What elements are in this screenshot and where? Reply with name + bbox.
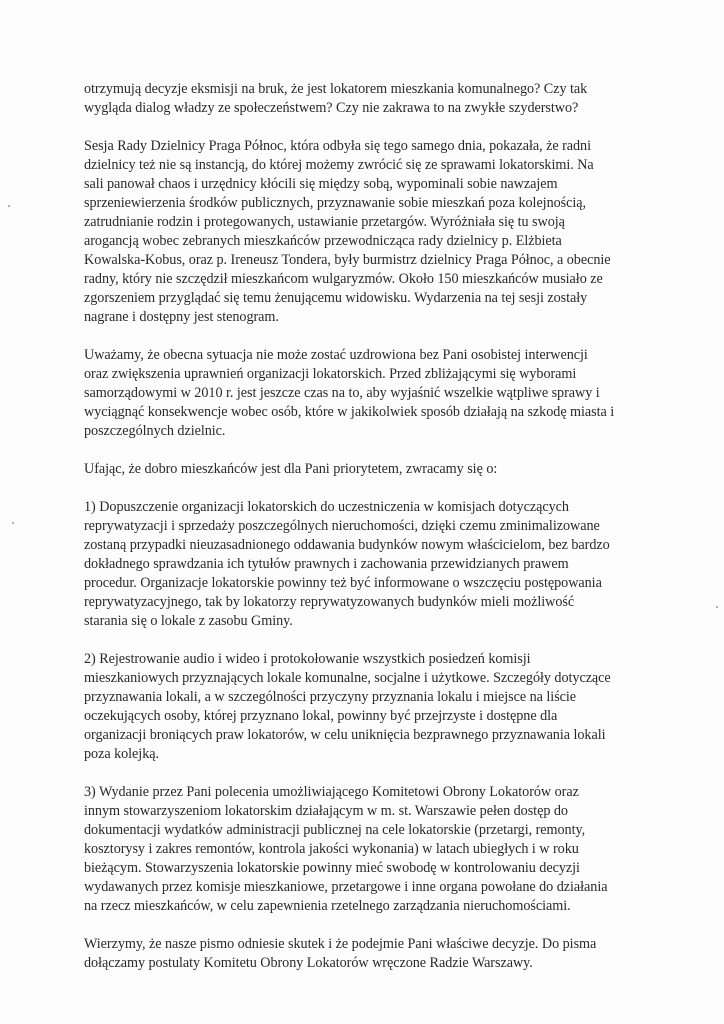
text-line: 1) Dopuszczenie organizacji lokatorskich do uczestniczenia w komisjach dotyczących	[84, 499, 569, 515]
paragraph-closing	[84, 935, 670, 973]
request-item-1	[84, 498, 670, 631]
paragraph-eviction-dialog	[84, 80, 670, 118]
scan-speck	[8, 205, 10, 207]
text-line: reprywatyzacyjnego, tak by lokatorzy reprywatyzowanych budynków mieli możliwość	[84, 594, 575, 610]
text-line: oraz zwiększenia uprawnień organizacji lokatorskich. Przed zbliżającymi się wyborami	[84, 366, 577, 382]
request-item-2	[84, 650, 670, 764]
text-line: sali panował chaos i urzędnicy kłócili się między sobą, wypominali sobie nawzajem	[84, 176, 558, 192]
text-line: samorządowymi w 2010 r. jest jeszcze czas na to, aby wyjaśnić wszelkie wątpliwe sprawy i	[84, 385, 600, 401]
text-line: otrzymują decyzje eksmisji na bruk, że jest lokatorem mieszkania komunalnego? Czy tak	[84, 81, 588, 97]
scan-speck	[716, 606, 718, 608]
text-line: innym stowarzyszeniom lokatorskim działającym w m. st. Warszawie pełen dostęp do	[84, 803, 568, 819]
text-line: reprywatyzacji i sprzedaży poszczególnych nieruchomości, dzięki czemu zminimalizowane	[84, 518, 600, 534]
request-item-3	[84, 783, 670, 916]
text-line: 2) Rejestrowanie audio i wideo i protokołowanie wszystkich posiedzeń komisji	[84, 651, 531, 667]
text-line: sprzeniewierzenia środków publicznych, przyznawanie sobie mieszkań poza kolejnością,	[84, 195, 587, 211]
text-line: starania się o lokale z zasobu Gminy.	[84, 613, 293, 629]
text-line: dołączamy postulaty Komitetu Obrony Lokatorów wręczone Radzie Warszawy.	[84, 955, 533, 971]
text-line: radny, który nie szczędził mieszkańcom wulgaryzmów. Około 150 mieszkańców musiało ze	[84, 271, 603, 287]
letter-body	[84, 80, 670, 992]
text-line: dzielnicy też nie są instancją, do której możemy zwrócić się ze sprawami lokatorskimi. Na	[84, 157, 594, 173]
paragraph-intervention	[84, 346, 670, 441]
text-line: dokładnego sprawdzania ich tytułów prawnych i zachowania przewidzianych prawem	[84, 556, 569, 572]
text-line: organizacji broniących praw lokatorów, w celu uniknięcia bezprawnego przyznawania lokali	[84, 727, 606, 743]
text-line: Ufając, że dobro mieszkańców jest dla Pani priorytetem, zwracamy się o:	[84, 461, 498, 477]
text-line: kosztorysy i zakres remontów, kontrola jakości wykonania) w latach ubiegłych i w roku	[84, 841, 579, 857]
text-line: zatrudnianie rodzin i protegowanych, ustawianie przetargów. Wyróżniała się tu swoją	[84, 214, 565, 230]
text-line: 3) Wydanie przez Pani polecenia umożliwiającego Komitetowi Obrony Lokatorów oraz	[84, 784, 579, 800]
paragraph-request-intro	[84, 460, 670, 479]
scan-speck	[12, 522, 14, 524]
text-line: przyznawania lokali, a w szczególności przyczyny przyznania lokalu i miejsce na liście	[84, 689, 577, 705]
text-line: nagrane i dostępny jest stenogram.	[84, 309, 279, 325]
text-line: Kowalska-Kobus, oraz p. Ireneusz Tondera, były burmistrz dzielnicy Praga Północ, a obecnie	[84, 252, 611, 268]
text-line: Sesja Rady Dzielnicy Praga Północ, która odbyła się tego samego dnia, pokazała, że radni	[84, 138, 591, 154]
text-line: Uważamy, że obecna sytuacja nie może zostać uzdrowiona bez Pani osobistej interwencji	[84, 347, 588, 363]
text-line: zostaną przypadki nieuzasadnionego oddawania budynków nowym właścicielom, bez bardzo	[84, 537, 610, 553]
text-line: procedur. Organizacje lokatorskie powinny też być informowane o wszczęciu postępowania	[84, 575, 602, 591]
text-line: na rzecz mieszkańców, w celu zapewnienia rzetelnego zarządzania nieruchomościami.	[84, 898, 571, 914]
text-line: poszczególnych dzielnic.	[84, 423, 226, 439]
text-line: wygląda dialog władzy ze społeczeństwem? Czy nie zakrawa to na zwykłe szyderstwo?	[84, 100, 579, 116]
text-line: mieszkaniowych przyznających lokale komunalne, socjalne i użytkowe. Szczegóły dotyczące	[84, 670, 611, 686]
text-line: poza kolejką.	[84, 746, 159, 762]
text-line: wyciągnąć konsekwencje wobec osób, które w jakikolwiek sposób działają na szkodę miasta i	[84, 404, 615, 420]
paragraph-council-session	[84, 137, 670, 327]
text-line: arogancją wobec zebranych mieszkańców przewodnicząca rady dzielnicy p. Elżbieta	[84, 233, 562, 249]
text-line: Wierzymy, że nasze pismo odniesie skutek i że podejmie Pani właściwe decyzje. Do pisma	[84, 936, 597, 952]
text-line: oczekujących osoby, której przyznano lokal, powinny być przejrzyste i dostępne dla	[84, 708, 558, 724]
text-line: zgorszeniem przyglądać się temu żenującemu widowisku. Wydarzenia na tej sesji zostały	[84, 290, 588, 306]
text-line: dokumentacji wydatków administracji publicznej na cele lokatorskie (przetargi, remonty,	[84, 822, 586, 838]
text-line: bieżącym. Stowarzyszenia lokatorskie powinny mieć swobodę w kontrolowaniu decyzji	[84, 860, 580, 876]
text-line: wydawanych przez komisje mieszkaniowe, przetargowe i inne organa powołane do działania	[84, 879, 608, 895]
